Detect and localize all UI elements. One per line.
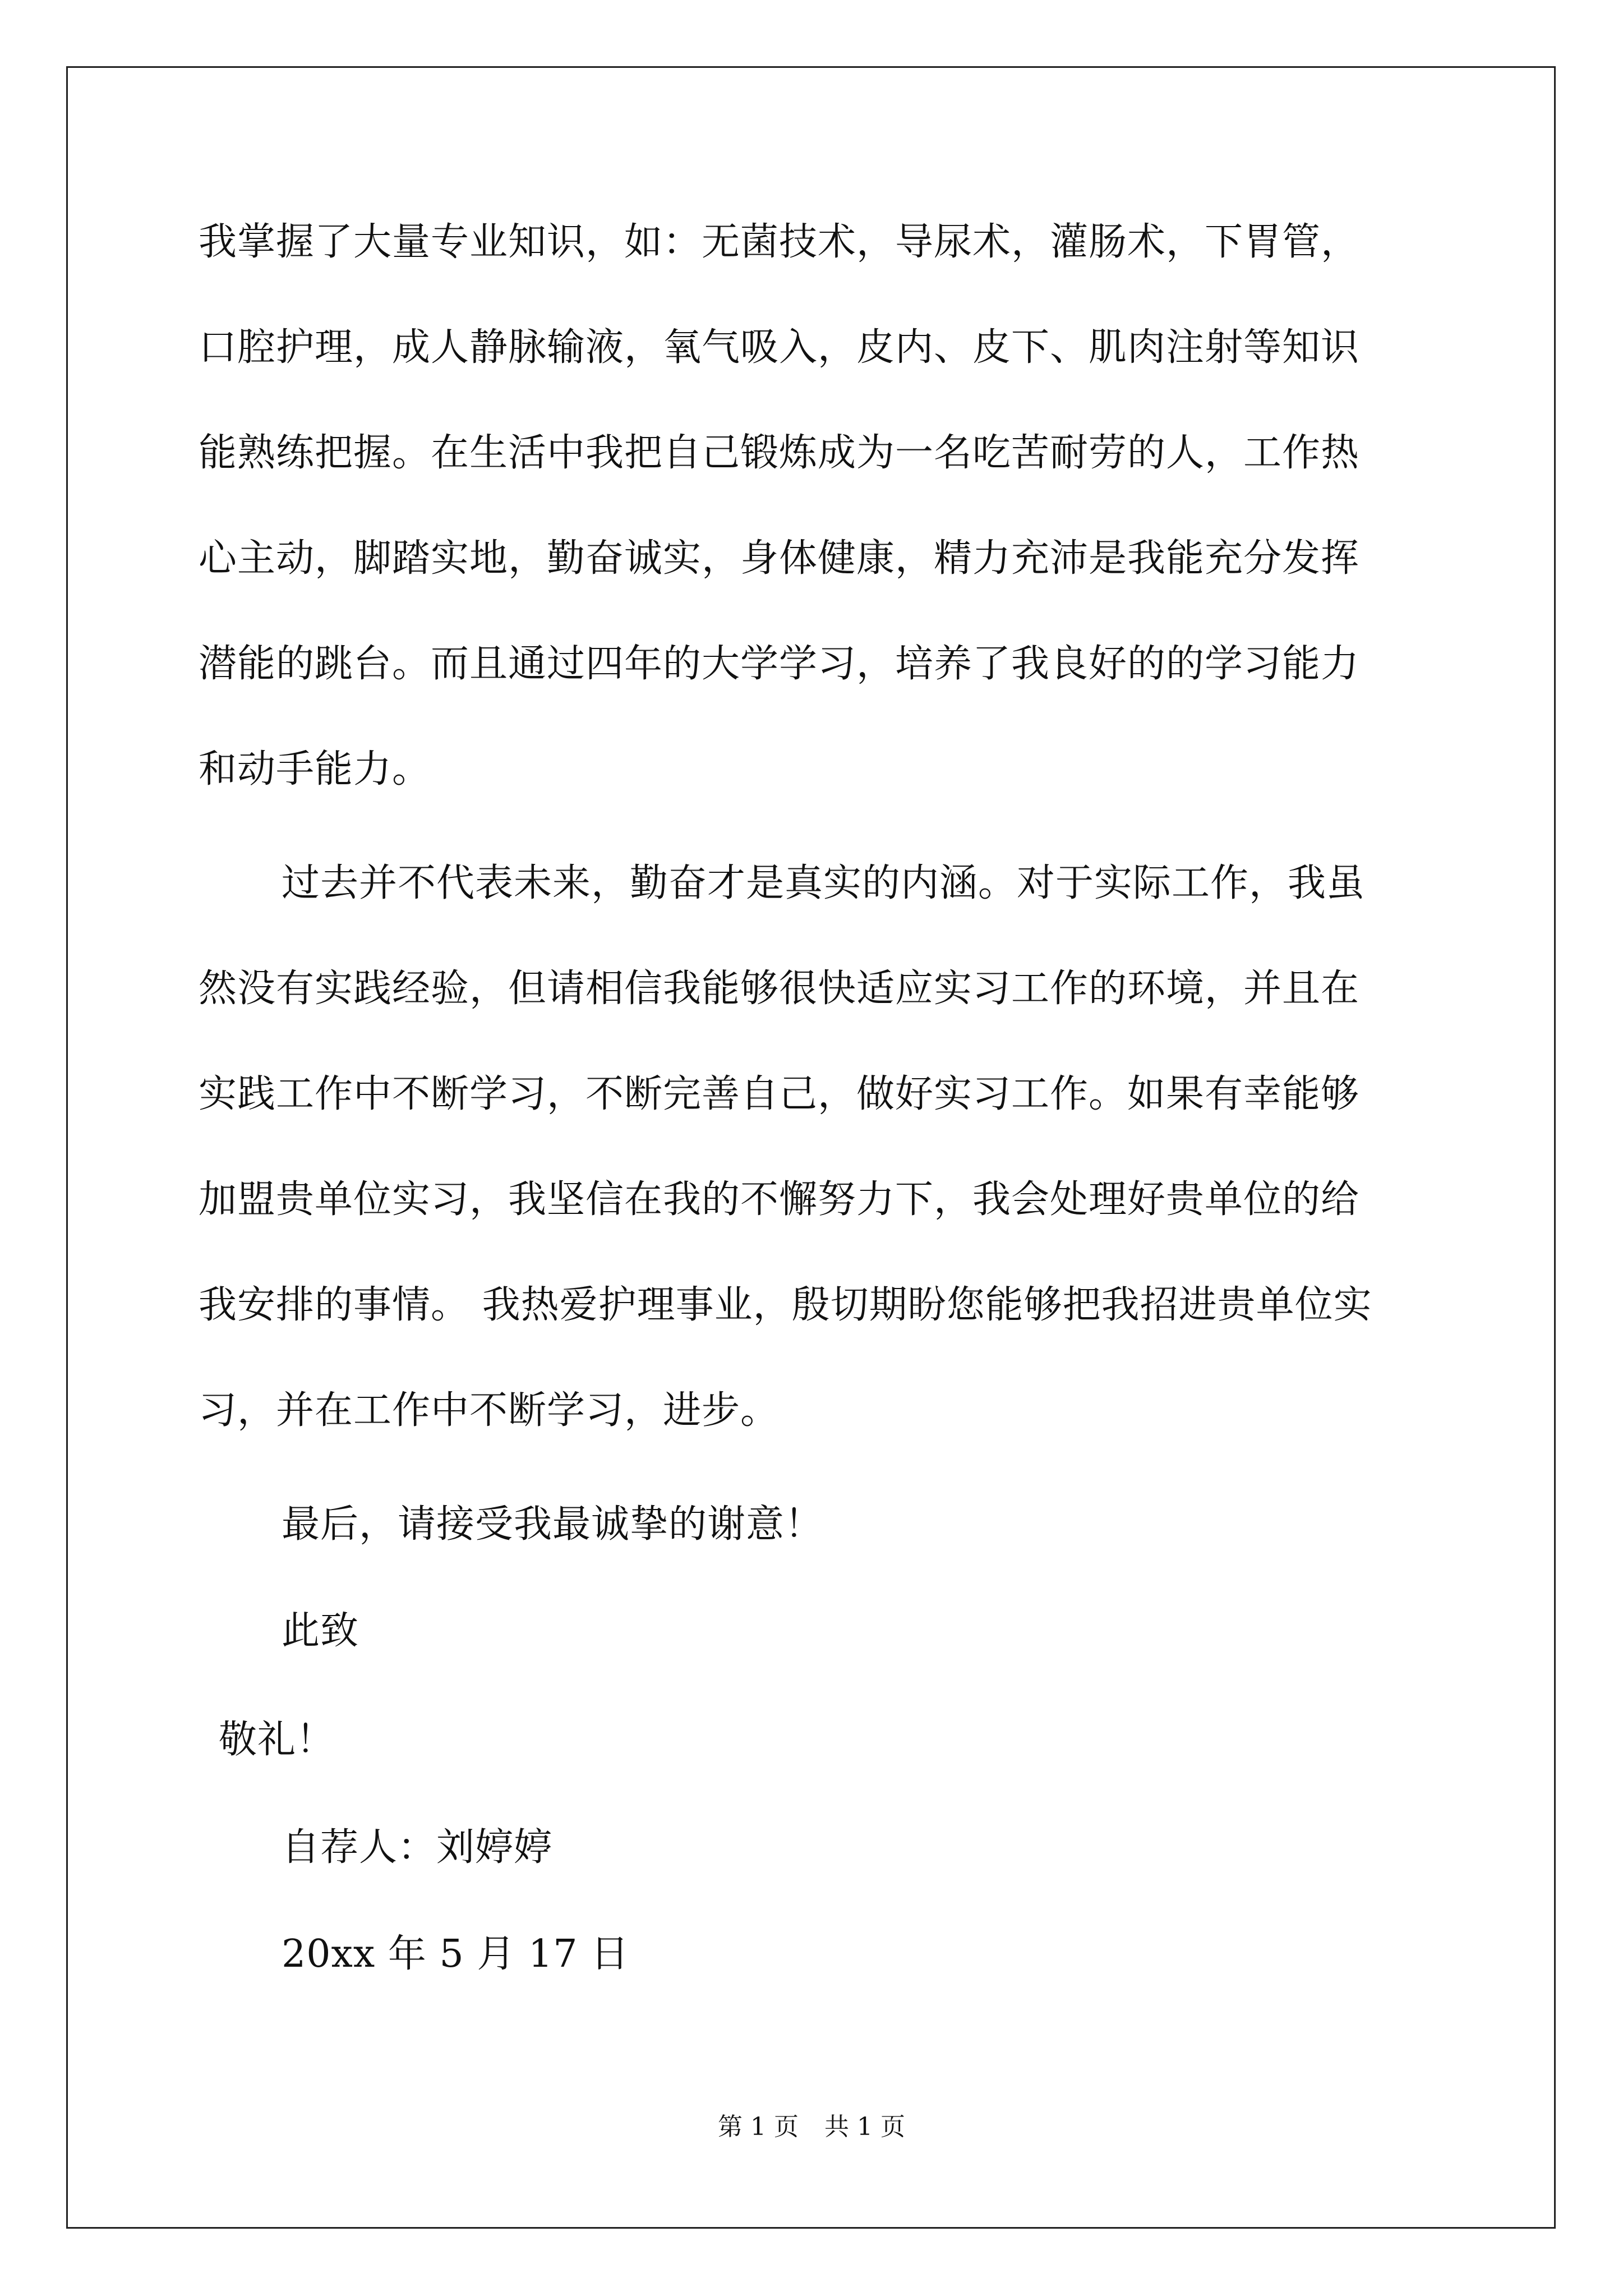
paragraph-2-line-2: 然没有实践经验，但请相信我能够很快适应实习工作的环境，并且在 [199, 967, 1360, 1011]
paragraph-1-line-4: 心主动，脚踏实地，勤奋诚实，身体健康，精力充沛是我能充分发挥 [199, 536, 1360, 581]
page-number: 第 1 页 [718, 2113, 799, 2141]
greeting-line: 此致 [282, 1609, 359, 1653]
paragraph-2-line-5: 我安排的事情。 我热爱护理事业，殷切期盼您能够把我招进贵单位实 [199, 1283, 1372, 1327]
paragraph-1-line-3: 能熟练把握。在生活中我把自己锻炼成为一名吃苦耐劳的人，工作热 [199, 431, 1360, 475]
thanks-line: 最后，请接受我最诚挚的谢意！ [282, 1502, 824, 1547]
paragraph-1-line-2: 口腔护理，成人静脉输液，氧气吸入，皮内、皮下、肌肉注射等知识 [199, 325, 1360, 370]
paragraph-2-line-6: 习，并在工作中不断学习，进步。 [199, 1388, 780, 1433]
total-pages: 共 1 页 [824, 2113, 905, 2141]
date-line: 20xx 年 5 月 17 日 [282, 1932, 630, 1976]
paragraph-2-line-3: 实践工作中不断学习，不断完善自己，做好实习工作。如果有幸能够 [199, 1072, 1360, 1116]
salute-line: 敬礼！ [219, 1718, 335, 1762]
page-border [66, 66, 1556, 2229]
paragraph-1-line-5: 潜能的跳台。而且通过四年的大学学习，培养了我良好的的学习能力 [199, 642, 1360, 686]
page-footer [0, 2110, 1623, 2144]
signer-line: 自荐人：刘婷婷 [282, 1825, 553, 1870]
paragraph-2-line-4: 加盟贵单位实习，我坚信在我的不懈努力下，我会处理好贵单位的给 [199, 1177, 1360, 1222]
paragraph-2-line-1: 过去并不代表未来，勤奋才是真实的内涵。对于实际工作，我虽 [282, 861, 1366, 905]
paragraph-1-line-1: 我掌握了大量专业知识，如：无菌技术，导尿术，灌肠术，下胃管， [199, 220, 1360, 264]
paragraph-1-line-6: 和动手能力。 [199, 747, 431, 792]
